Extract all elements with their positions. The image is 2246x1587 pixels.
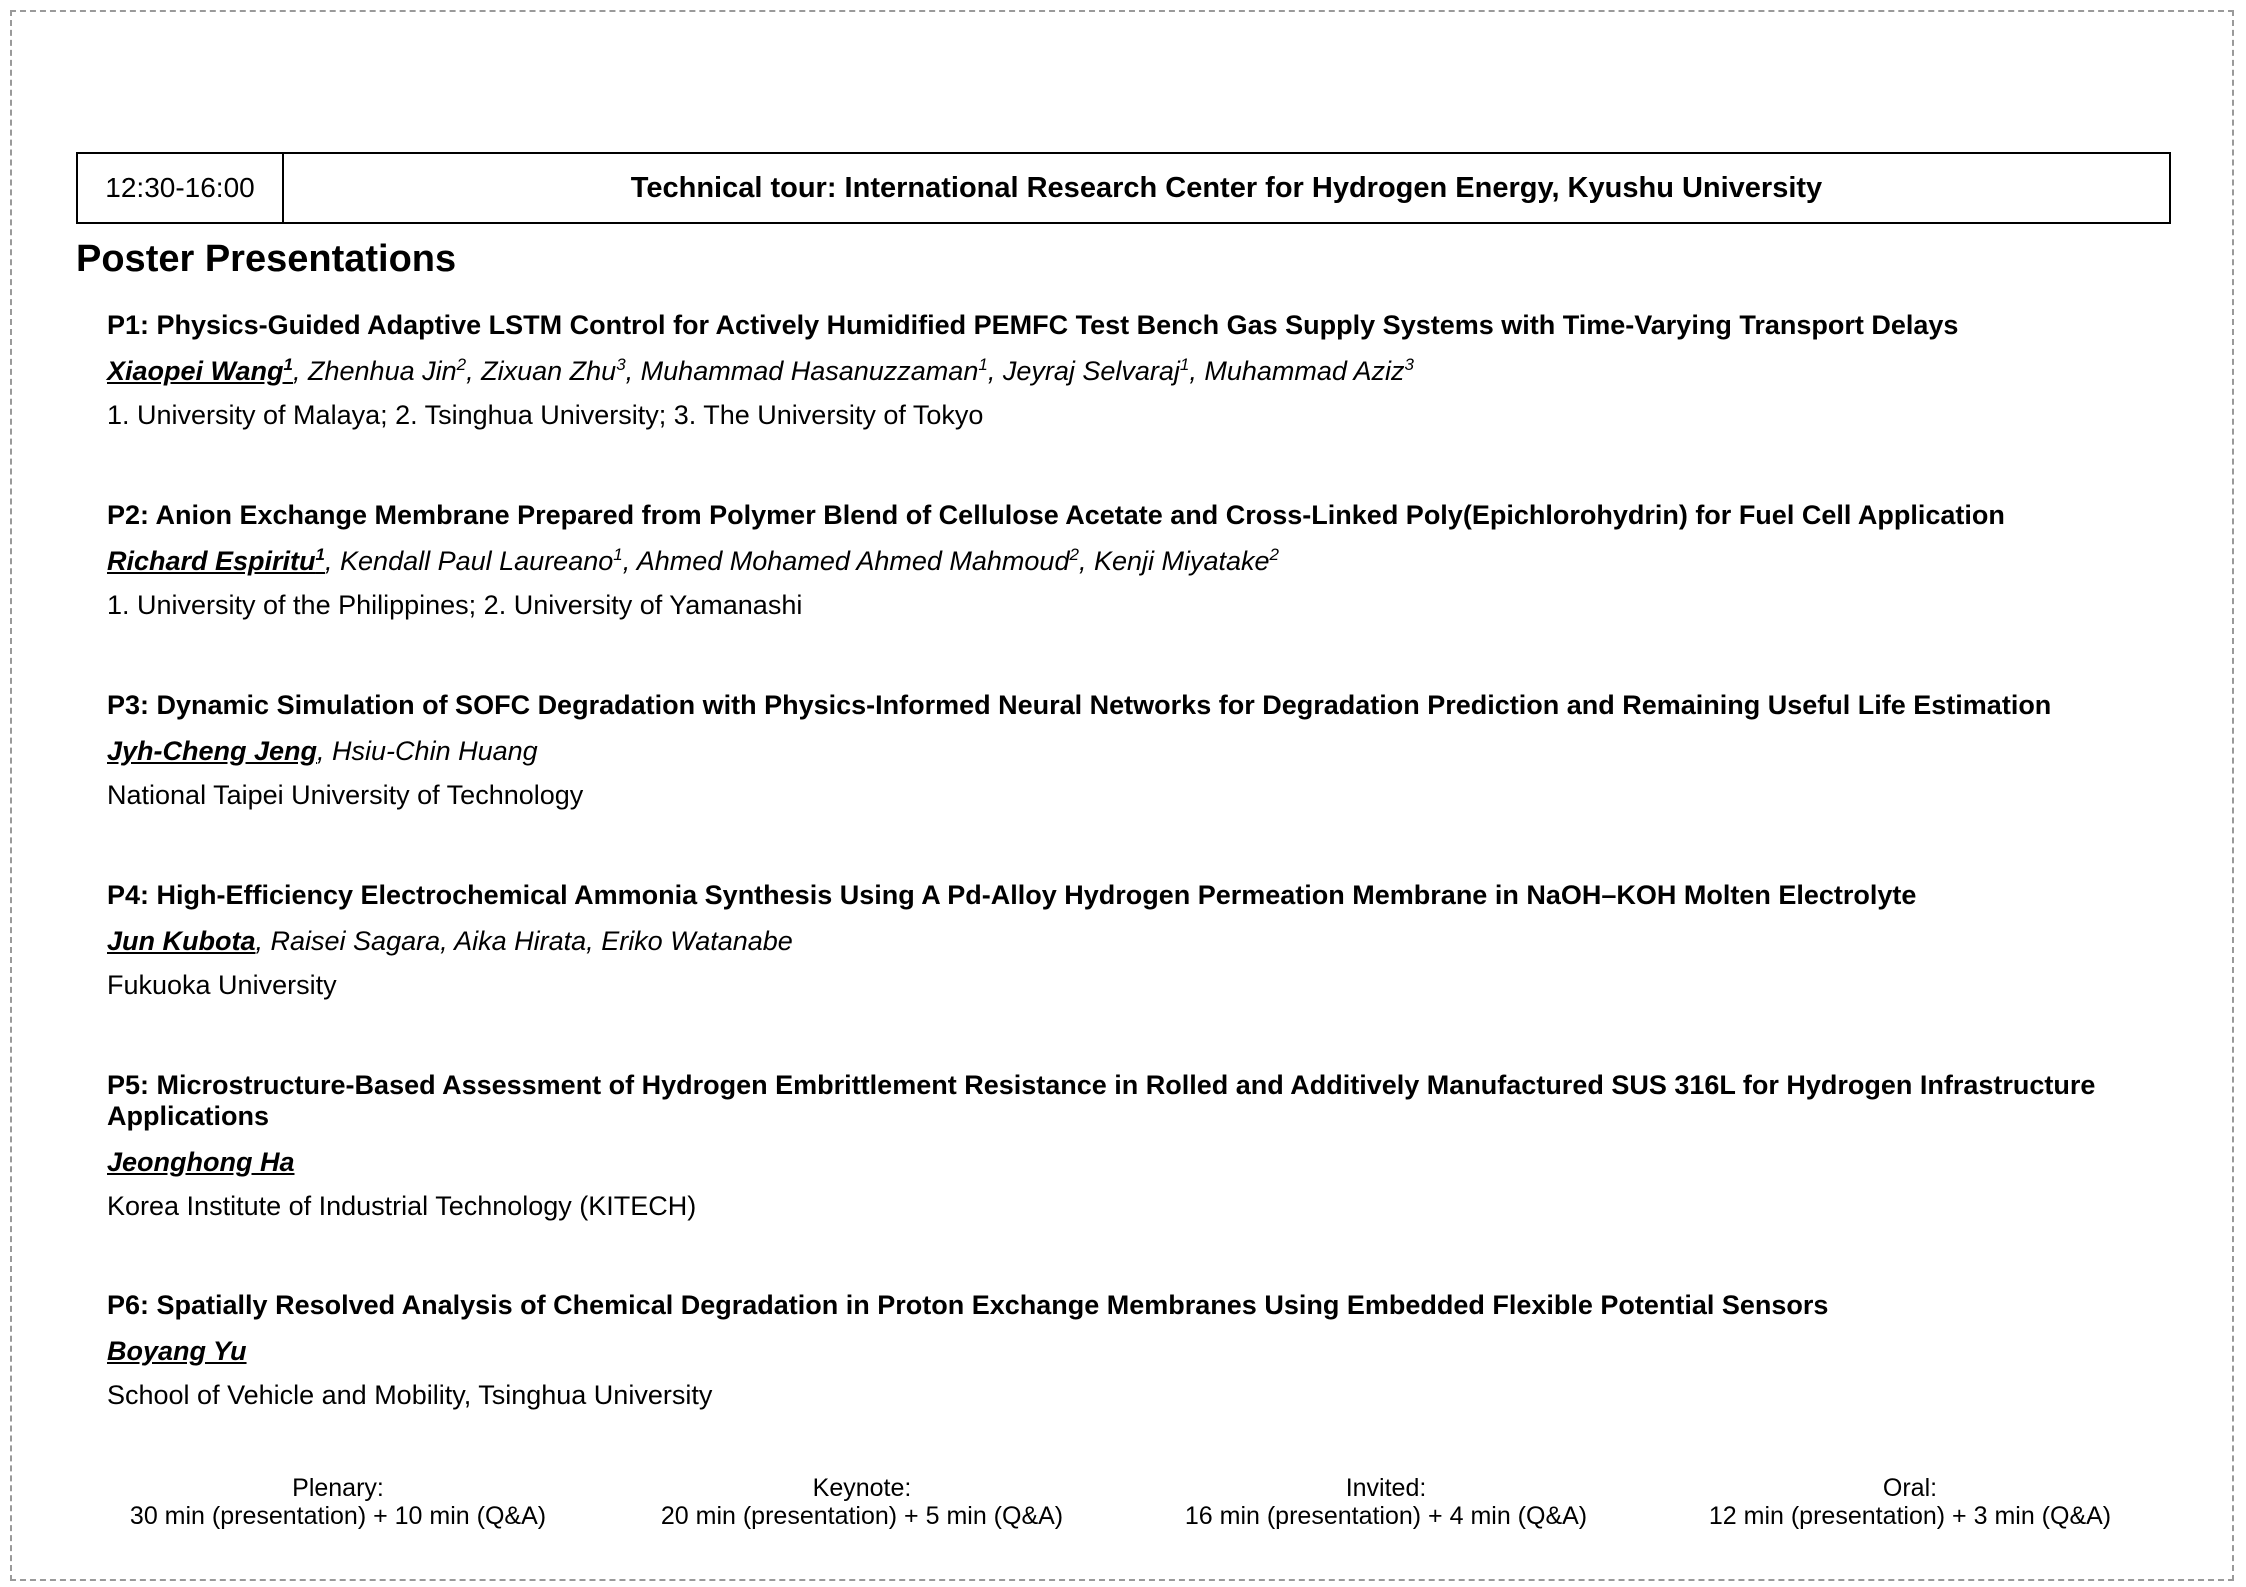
legend-detail: 12 min (presentation) + 3 min (Q&A) [1708, 1502, 2112, 1530]
coauthor: Jeyraj Selvaraj [1002, 356, 1180, 386]
poster-entry-p2 [107, 500, 2147, 690]
poster-title: P3: Dynamic Simulation of SOFC Degradation with Physics-Informed Neural Networks for Degradation Prediction and Remaining Useful Life Estimation [107, 690, 2052, 720]
poster-entry-p4 [107, 880, 2147, 1070]
poster-entry-p1 [107, 310, 2147, 500]
presenter-name: Richard Espiritu$^1$ [107, 545, 326, 576]
legend-label: Plenary: [292, 1474, 384, 1502]
legend-invited [1126, 1474, 1646, 1530]
legend-oral [1650, 1474, 2170, 1530]
poster-list [107, 310, 2147, 1480]
legend-detail: 16 min (presentation) + 4 min (Q&A) [1184, 1502, 1588, 1530]
coauthor: Kenji Miyatake [1093, 546, 1270, 576]
poster-entry-p3 [107, 690, 2147, 880]
poster-affiliation: Fukuoka University [107, 970, 337, 1000]
legend-keynote [602, 1474, 1122, 1530]
poster-affiliation: Korea Institute of Industrial Technology (KITECH) [107, 1191, 697, 1221]
coauthor: Zhenhua Jin [308, 356, 457, 386]
poster-affiliation: School of Vehicle and Mobility, Tsinghua University [107, 1380, 713, 1410]
coauthor: Muhammad Aziz [1204, 356, 1405, 386]
coauthor: Muhammad Hasanuzzaman [640, 356, 979, 386]
poster-affiliation: National Taipei University of Technology [107, 780, 584, 810]
poster-entry-p5 [107, 1070, 2147, 1290]
legend-detail: 20 min (presentation) + 5 min (Q&A) [660, 1502, 1064, 1530]
poster-entry-p6 [107, 1290, 2147, 1480]
poster-authors: Jyh-Cheng Jeng, Hsiu-Chin Huang [107, 736, 538, 766]
legend-label: Keynote: [812, 1474, 912, 1502]
coauthor: Kendall Paul Laureano [340, 546, 614, 576]
legend-detail: 30 min (presentation) + 10 min (Q&A) [129, 1502, 547, 1530]
coauthor: Hsiu-Chin Huang [332, 736, 538, 766]
coauthor: Raisei Sagara [270, 926, 441, 956]
presenter-name: Xiaopei Wang$^1$ [107, 355, 293, 386]
poster-title: P5: Microstructure-Based Assessment of Hydrogen Embrittlement Resistance in Rolled and Additively Manufactured SUS 316L for Hydrogen Infrastructure Applications [107, 1070, 2096, 1131]
tour-time: 12:30-16:00 [78, 154, 284, 222]
poster-affiliation: 1. University of the Philippines; 2. University of Yamanashi [107, 590, 803, 620]
poster-authors: Richard Espiritu$^1$, Kendall Paul Laureano$^1$, Ahmed Mohamed Ahmed Mahmoud$^2$, Kenji Miyatake$^2$ [107, 545, 1280, 576]
poster-authors: Jun Kubota, Raisei Sagara, Aika Hirata, Eriko Watanabe [107, 926, 793, 956]
poster-title: P6: Spatially Resolved Analysis of Chemical Degradation in Proton Exchange Membranes Using Embedded Flexible Potential Sensors [107, 1290, 1829, 1320]
coauthor: Eriko Watanabe [601, 926, 793, 956]
poster-title: P4: High-Efficiency Electrochemical Ammonia Synthesis Using A Pd-Alloy Hydrogen Permeation Membrane in NaOH–KOH Molten Electrolyte [107, 880, 1917, 910]
section-heading: Poster Presentations [76, 238, 457, 280]
presenter-name: Jun Kubota [107, 926, 256, 956]
coauthor: Ahmed Mohamed Ahmed Mahmoud [636, 546, 1070, 576]
presenter-name: Boyang Yu [107, 1336, 247, 1366]
session-length-legend [0, 1474, 2246, 1544]
coauthor: Zixuan Zhu [481, 356, 617, 386]
tour-title: Technical tour: International Research Center for Hydrogen Energy, Kyushu University [630, 171, 1823, 204]
presenter-name: Jeonghong Ha [107, 1147, 295, 1177]
technical-tour-row [76, 152, 2171, 224]
legend-plenary [78, 1474, 598, 1530]
poster-affiliation: 1. University of Malaya; 2. Tsinghua University; 3. The University of Tokyo [107, 400, 984, 430]
poster-authors [107, 1146, 2147, 1178]
poster-authors [107, 1335, 2147, 1367]
legend-label: Oral: [1882, 1474, 1938, 1502]
poster-title: P1: Physics-Guided Adaptive LSTM Control for Actively Humidified PEMFC Test Bench Gas Supply Systems with Time-Varying Transport Delays [107, 310, 1959, 340]
poster-title: P2: Anion Exchange Membrane Prepared from Polymer Blend of Cellulose Acetate and Cross-Linked Poly(Epichlorohydrin) for Fuel Cell Application [107, 500, 2005, 530]
coauthor: Aika Hirata [454, 926, 587, 956]
presenter-name: Jyh-Cheng Jeng [107, 736, 318, 766]
legend-label: Invited: [1345, 1474, 1427, 1502]
poster-authors: Xiaopei Wang$^1$, Zhenhua Jin$^2$, Zixuan Zhu$^3$, Muhammad Hasanuzzaman$^1$, Jeyraj Selvaraj$^1$, Muhammad Aziz$^3$ [107, 355, 1414, 386]
